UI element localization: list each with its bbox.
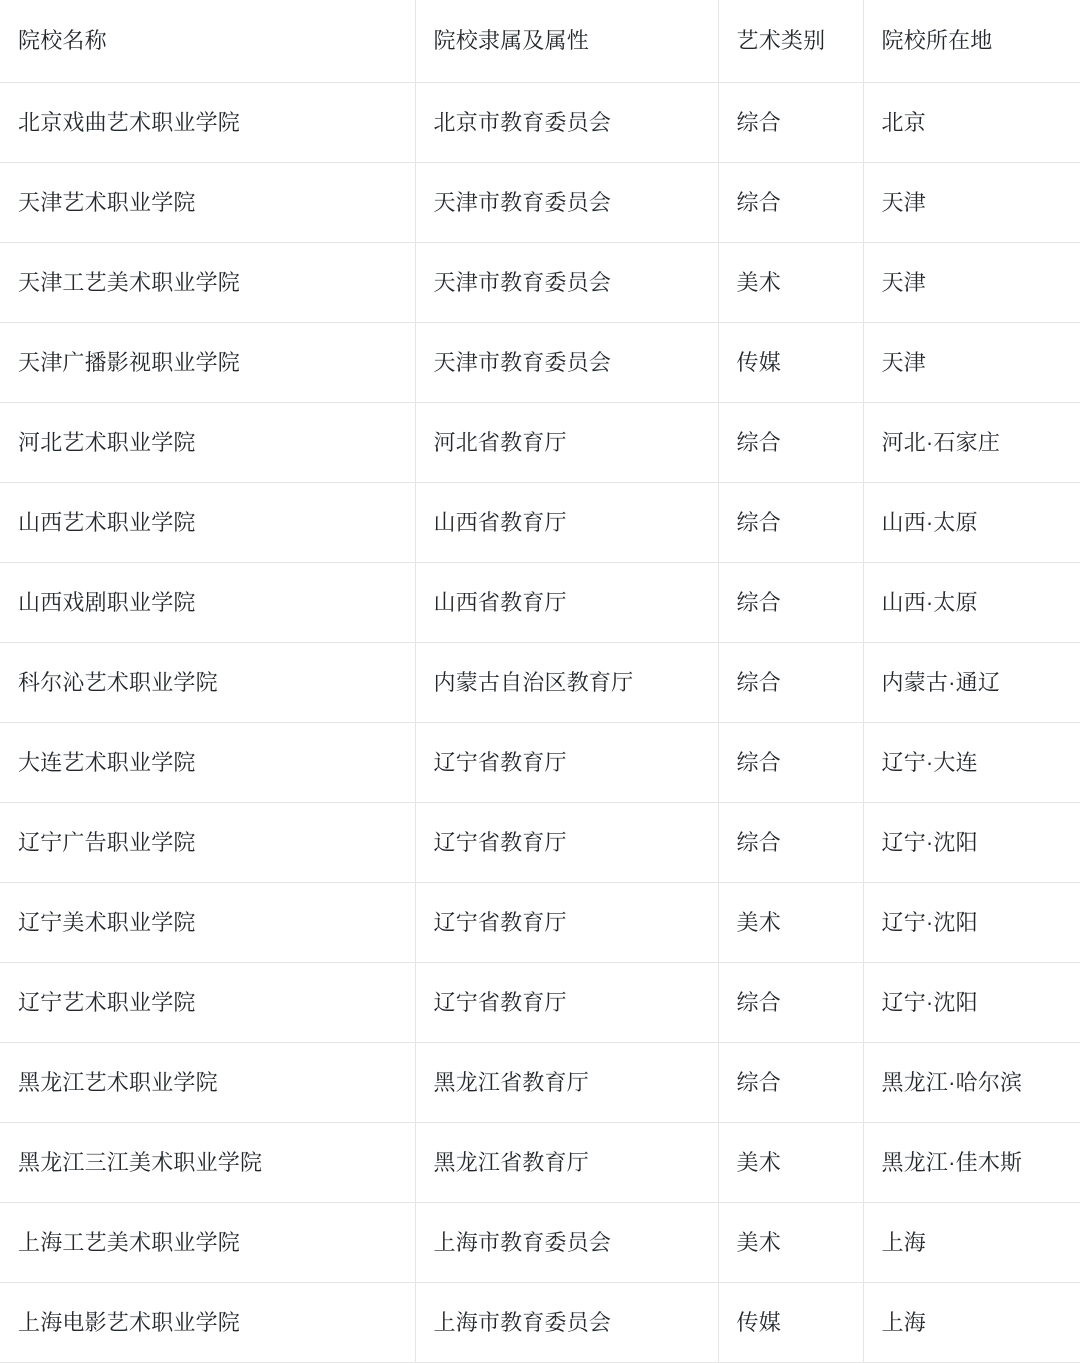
cell-art-category: 美术 (718, 1203, 863, 1283)
cell-location: 天津 (863, 163, 1080, 243)
cell-location: 上海 (863, 1203, 1080, 1283)
table-row (0, 803, 1080, 883)
cell-college-name: 北京戏曲艺术职业学院 (0, 83, 415, 163)
cell-affiliation: 辽宁省教育厅 (415, 963, 718, 1043)
cell-college-name: 天津广播影视职业学院 (0, 323, 415, 403)
cell-affiliation: 天津市教育委员会 (415, 323, 718, 403)
cell-affiliation: 黑龙江省教育厅 (415, 1123, 718, 1203)
table-row (0, 163, 1080, 243)
cell-college-name: 山西戏剧职业学院 (0, 563, 415, 643)
cell-college-name: 天津工艺美术职业学院 (0, 243, 415, 323)
table-row (0, 563, 1080, 643)
table-row (0, 643, 1080, 723)
table-row (0, 1203, 1080, 1283)
cell-location: 山西·太原 (863, 483, 1080, 563)
table-header-row (0, 0, 1080, 83)
column-header-art-category: 艺术类别 (718, 0, 863, 83)
table-row (0, 323, 1080, 403)
cell-college-name: 山西艺术职业学院 (0, 483, 415, 563)
cell-art-category: 综合 (718, 563, 863, 643)
cell-location: 黑龙江·哈尔滨 (863, 1043, 1080, 1123)
cell-affiliation: 北京市教育委员会 (415, 83, 718, 163)
cell-college-name: 科尔沁艺术职业学院 (0, 643, 415, 723)
cell-location: 辽宁·沈阳 (863, 803, 1080, 883)
table-row (0, 883, 1080, 963)
column-header-affiliation: 院校隶属及属性 (415, 0, 718, 83)
cell-location: 山西·太原 (863, 563, 1080, 643)
cell-art-category: 美术 (718, 243, 863, 323)
cell-affiliation: 黑龙江省教育厅 (415, 1043, 718, 1123)
cell-location: 辽宁·沈阳 (863, 883, 1080, 963)
cell-art-category: 综合 (718, 963, 863, 1043)
cell-affiliation: 辽宁省教育厅 (415, 883, 718, 963)
cell-location: 辽宁·沈阳 (863, 963, 1080, 1043)
cell-college-name: 大连艺术职业学院 (0, 723, 415, 803)
table-row (0, 243, 1080, 323)
cell-location: 辽宁·大连 (863, 723, 1080, 803)
cell-affiliation: 天津市教育委员会 (415, 163, 718, 243)
cell-location: 上海 (863, 1283, 1080, 1363)
table-row (0, 403, 1080, 483)
cell-location: 北京 (863, 83, 1080, 163)
cell-college-name: 辽宁艺术职业学院 (0, 963, 415, 1043)
cell-art-category: 综合 (718, 1043, 863, 1123)
cell-art-category: 综合 (718, 403, 863, 483)
cell-location: 内蒙古·通辽 (863, 643, 1080, 723)
cell-college-name: 河北艺术职业学院 (0, 403, 415, 483)
table-row (0, 723, 1080, 803)
table-header (0, 0, 1080, 83)
cell-art-category: 综合 (718, 803, 863, 883)
cell-location: 河北·石家庄 (863, 403, 1080, 483)
cell-college-name: 上海工艺美术职业学院 (0, 1203, 415, 1283)
table-row (0, 83, 1080, 163)
table-row (0, 963, 1080, 1043)
cell-affiliation: 山西省教育厅 (415, 563, 718, 643)
cell-college-name: 黑龙江三江美术职业学院 (0, 1123, 415, 1203)
cell-art-category: 综合 (718, 83, 863, 163)
cell-location: 黑龙江·佳木斯 (863, 1123, 1080, 1203)
cell-affiliation: 上海市教育委员会 (415, 1283, 718, 1363)
cell-college-name: 天津艺术职业学院 (0, 163, 415, 243)
cell-affiliation: 辽宁省教育厅 (415, 723, 718, 803)
cell-college-name: 上海电影艺术职业学院 (0, 1283, 415, 1363)
cell-art-category: 综合 (718, 483, 863, 563)
cell-affiliation: 上海市教育委员会 (415, 1203, 718, 1283)
table-row (0, 1283, 1080, 1363)
cell-affiliation: 河北省教育厅 (415, 403, 718, 483)
cell-affiliation: 辽宁省教育厅 (415, 803, 718, 883)
cell-location: 天津 (863, 323, 1080, 403)
cell-affiliation: 天津市教育委员会 (415, 243, 718, 323)
cell-art-category: 美术 (718, 1123, 863, 1203)
cell-art-category: 传媒 (718, 1283, 863, 1363)
cell-art-category: 传媒 (718, 323, 863, 403)
cell-art-category: 综合 (718, 723, 863, 803)
cell-college-name: 辽宁美术职业学院 (0, 883, 415, 963)
table-row (0, 483, 1080, 563)
cell-affiliation: 内蒙古自治区教育厅 (415, 643, 718, 723)
cell-college-name: 辽宁广告职业学院 (0, 803, 415, 883)
table-row (0, 1043, 1080, 1123)
cell-art-category: 综合 (718, 163, 863, 243)
cell-location: 天津 (863, 243, 1080, 323)
column-header-location: 院校所在地 (863, 0, 1080, 83)
cell-college-name: 黑龙江艺术职业学院 (0, 1043, 415, 1123)
column-header-college-name: 院校名称 (0, 0, 415, 83)
cell-affiliation: 山西省教育厅 (415, 483, 718, 563)
cell-art-category: 综合 (718, 643, 863, 723)
table-row (0, 1123, 1080, 1203)
table-body (0, 83, 1080, 1363)
cell-art-category: 美术 (718, 883, 863, 963)
